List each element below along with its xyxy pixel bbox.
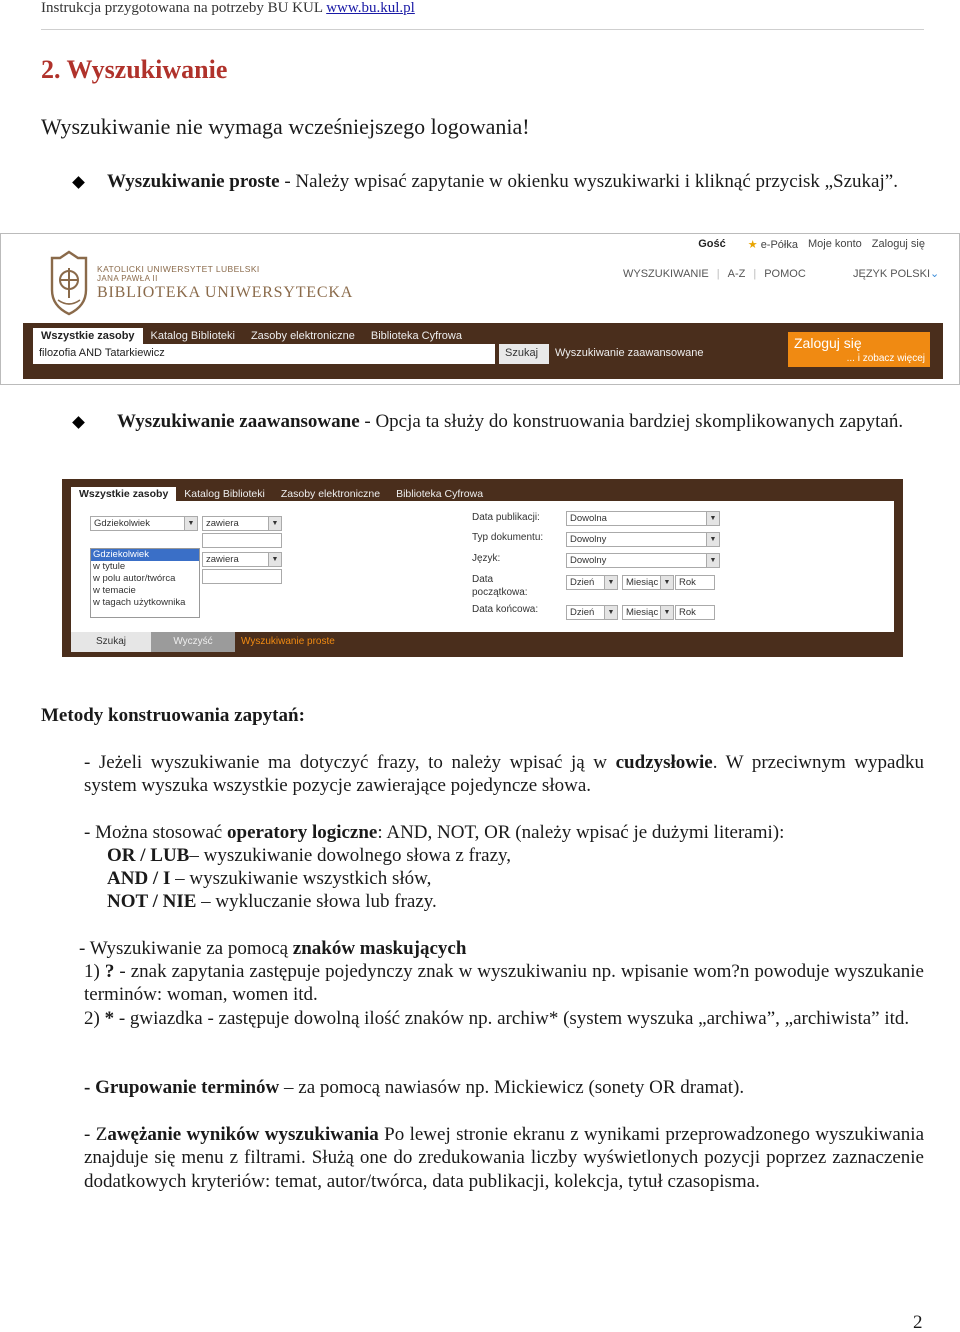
chevron-down-icon: ▼ <box>268 553 281 566</box>
logo-line-1: KATOLICKI UNIWERSYTET LUBELSKI <box>97 264 260 274</box>
end-month-select[interactable]: Miesiąc ▼ <box>622 605 674 620</box>
chevron-down-icon: ▼ <box>604 606 617 619</box>
simple-search-link[interactable]: Wyszukiwanie proste <box>241 636 335 647</box>
start-day-select[interactable]: Dzień ▼ <box>566 575 618 590</box>
bullet-diamond-icon <box>72 176 85 189</box>
end-year-input[interactable]: Rok <box>675 605 715 620</box>
star-icon: ★ <box>747 239 758 251</box>
pub-date-label: Data publikacji: <box>472 512 540 523</box>
language-select[interactable]: JĘZYK POLSKI⌄ <box>853 268 940 280</box>
condition-select-1[interactable]: zawiera ▼ <box>202 516 282 531</box>
field-dropdown-list <box>90 548 200 618</box>
chevron-down-icon: ▼ <box>660 576 673 589</box>
search-band <box>23 323 943 379</box>
language-label: Język: <box>472 553 501 564</box>
nav-az[interactable]: A-Z <box>727 268 746 280</box>
method-logic-operators: - Można stosować operatory logiczne: AND, NOT, OR (należy wpisać je dużymi literami): <box>84 822 785 843</box>
my-account-link[interactable]: Moje konto <box>807 238 862 250</box>
doc-type-label: Typ dokumentu: <box>472 532 544 543</box>
scope-tabs <box>33 328 470 344</box>
running-header <box>41 0 415 17</box>
method-wildcards: - Wyszukiwanie za pomocą znaków maskujących <box>79 938 467 959</box>
page-number: 2 <box>913 1312 923 1332</box>
end-day-select[interactable]: Dzień ▼ <box>566 605 618 620</box>
tab-e-resources[interactable]: Zasoby elektroniczne <box>250 330 355 342</box>
doc-type-select[interactable]: Dowolny ▼ <box>566 532 720 547</box>
tab-all-resources[interactable]: Wszystkie zasoby <box>33 328 143 344</box>
tab-catalog[interactable]: Katalog Biblioteki <box>150 330 235 342</box>
search-input[interactable]: filozofia AND Tatarkiewicz <box>33 344 495 364</box>
top-links <box>698 238 925 251</box>
query-input-2[interactable] <box>202 569 282 584</box>
start-month-select[interactable]: Miesiąc ▼ <box>622 575 674 590</box>
start-date-label-2: początkowa: <box>472 587 528 598</box>
option-user-tags[interactable]: w tagach użytkownika <box>93 597 186 608</box>
chevron-down-icon: ▼ <box>706 512 719 525</box>
field-select-1[interactable]: Gdziekolwiek ▼ <box>90 516 198 531</box>
option-anywhere[interactable]: Gdziekolwiek <box>91 549 199 561</box>
start-year-input[interactable]: Rok <box>675 575 715 590</box>
end-date-label: Data końcowa: <box>472 604 539 615</box>
tab-digital-library[interactable]: Biblioteka Cyfrowa <box>396 488 484 500</box>
tab-e-resources[interactable]: Zasoby elektroniczne <box>280 488 381 500</box>
language-select[interactable]: Dowolny ▼ <box>566 553 720 568</box>
header-text: Instrukcja przygotowana na potrzeby BU KUL <box>41 0 327 16</box>
logo-line-3: BIBLIOTEKA UNIWERSYTECKA <box>97 284 354 301</box>
login-promo-button[interactable]: Zaloguj się ... i zobacz więcej <box>788 332 930 367</box>
operator-and: AND / I – wyszukiwanie wszystkich słów, <box>107 868 432 889</box>
header-link[interactable]: www.bu.kul.pl <box>326 0 415 16</box>
operator-or: OR / LUB– wyszukiwanie dowolnego słowa z frazy, <box>107 845 512 866</box>
chevron-down-icon: ▼ <box>184 517 197 530</box>
method-grouping: - Grupowanie terminów – za pomocą nawiasów np. Mickiewicz (sonety OR dramat). <box>84 1077 745 1098</box>
tab-catalog[interactable]: Katalog Biblioteki <box>184 488 265 500</box>
option-subject[interactable]: w temacie <box>93 585 136 596</box>
query-input-1[interactable] <box>202 533 282 548</box>
advanced-search-footer <box>71 632 894 652</box>
bullet-text: Wyszukiwanie zaawansowane - Opcja ta służy do konstruowania bardziej skomplikowanych zapytań. <box>117 411 904 432</box>
nav-search[interactable]: WYSZUKIWANIE <box>623 268 709 280</box>
logo-line-2: JANA PAWŁA II <box>97 274 158 283</box>
chevron-down-icon: ▼ <box>660 606 673 619</box>
advanced-search-link[interactable]: Wyszukiwanie zaawansowane <box>555 347 704 359</box>
tab-all-resources[interactable]: Wszystkie zasoby <box>71 487 176 501</box>
bullet-text: Wyszukiwanie proste - Należy wpisać zapytanie w okienku wyszukiwarki i kliknąć przycisk „Szukaj”. <box>107 171 898 192</box>
start-date-label-1: Data <box>472 574 494 585</box>
screenshot-simple-search <box>0 233 960 385</box>
screenshot-advanced-search <box>62 479 903 657</box>
chevron-down-icon: ▼ <box>604 576 617 589</box>
operator-not: NOT / NIE – wykluczanie słowa lub frazy. <box>107 891 437 912</box>
chevron-down-icon: ▼ <box>268 517 281 530</box>
clear-button[interactable]: Wyczyść <box>151 632 235 652</box>
advanced-search-panel <box>71 501 894 632</box>
search-button[interactable]: Szukaj <box>499 344 549 364</box>
search-button[interactable]: Szukaj <box>71 632 151 652</box>
header-divider <box>41 29 924 30</box>
methods-heading: Metody konstruowania zapytań: <box>41 705 305 726</box>
bullet-diamond-icon <box>72 416 85 429</box>
chevron-down-icon: ⌄ <box>930 268 940 280</box>
pub-date-select[interactable]: Dowolna ▼ <box>566 511 720 526</box>
login-link[interactable]: Zaloguj się <box>871 238 925 250</box>
option-author[interactable]: w polu autor/twórca <box>93 573 176 584</box>
method-narrowing: - Zawężanie wyników wyszukiwania Po lewej stronie ekranu z wynikami przeprowadzonego wyszukiwania znajduje się menu z filtrami. Służą one do zredukowania liczby wyświetlonych pozycji poprzez zaznaczenie dodatkowych kryteriów: temat, autor/twórca, data publikacji, kolekcja, tytuł czasopisma. <box>84 1124 925 1192</box>
wildcard-question: 1) ? - znak zapytania zastępuje pojedynczy znak w wyszukiwaniu np. wpisanie wom?n powoduje wyszukanie terminów: woman, women itd. <box>84 961 924 1006</box>
chevron-down-icon: ▼ <box>706 554 719 567</box>
chevron-down-icon: ▼ <box>706 533 719 546</box>
intro-text: Wyszukiwanie nie wymaga wcześniejszego logowania! <box>41 114 530 139</box>
guest-label: Gość <box>698 238 726 250</box>
section-title: 2. Wyszukiwanie <box>41 55 228 84</box>
condition-select-2[interactable]: zawiera ▼ <box>202 552 282 567</box>
option-title[interactable]: w tytule <box>93 561 126 572</box>
university-crest-icon <box>48 250 90 316</box>
main-nav: WYSZUKIWANIE | A-Z | POMOC <box>623 268 806 280</box>
scope-tabs <box>71 487 491 501</box>
nav-help[interactable]: POMOC <box>764 268 806 280</box>
epolka-link[interactable]: ★ e-Półka <box>747 239 798 251</box>
wildcard-asterisk: 2) * - gwiazdka - zastępuje dowolną ilość znaków np. archiw* (system wyszuka „archiwa”, „archiwista” itd. <box>84 1008 910 1029</box>
tab-digital-library[interactable]: Biblioteka Cyfrowa <box>370 330 462 342</box>
method-quotes: - Jeżeli wyszukiwanie ma dotyczyć frazy, to należy wpisać ją w cudzysłowie. W przeciwnym wypadku system wyszuka wszystkie pozycje zawierające pojedyncze słowa. <box>84 752 924 797</box>
